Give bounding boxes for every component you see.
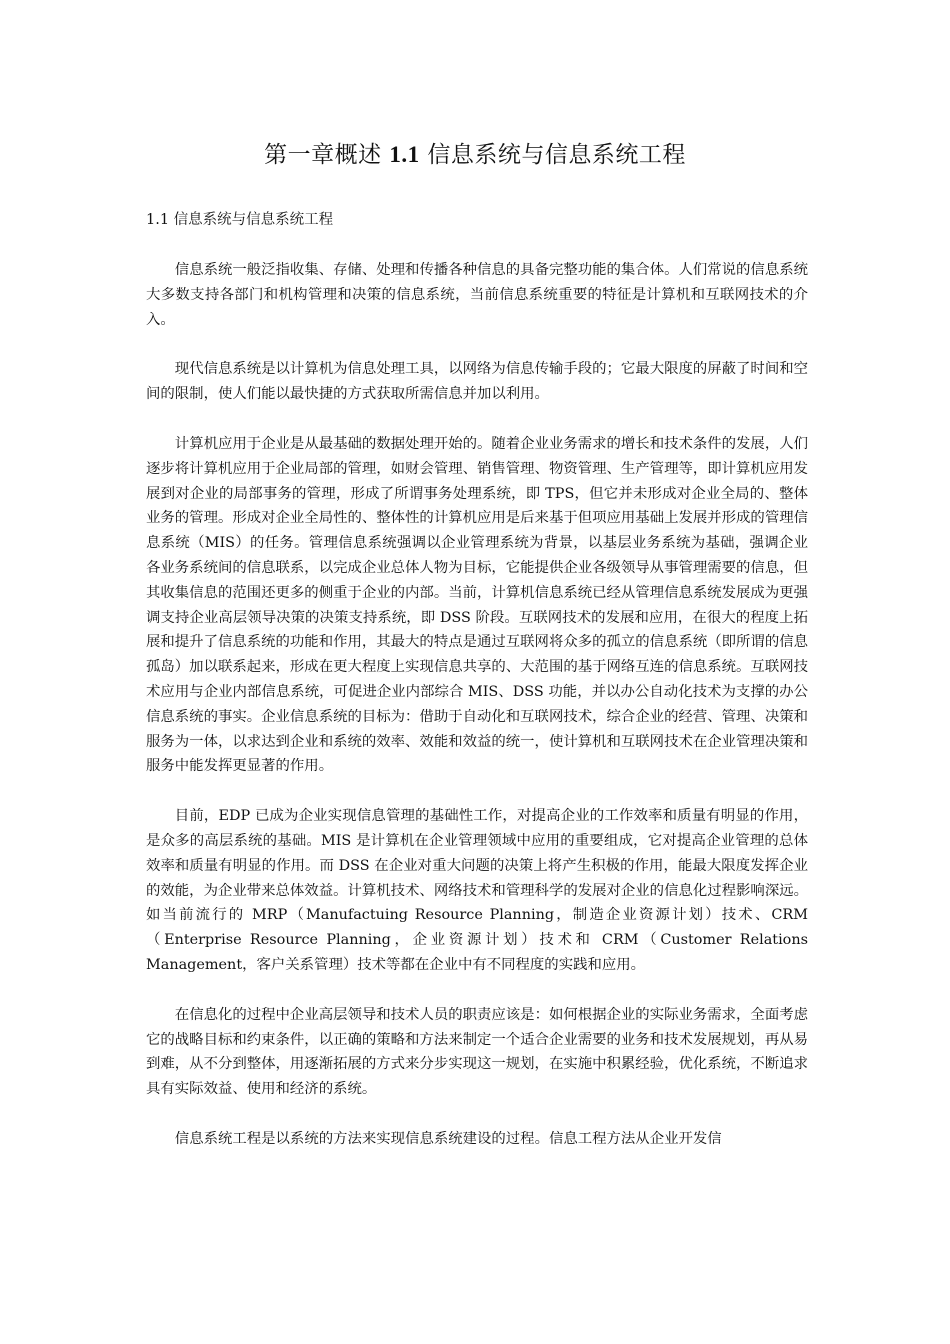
paragraph: 在信息化的过程中企业高层领导和技术人员的职责应该是：如何根据企业的实际业务需求，全面考虑它的战略目标和约束条件，以正确的策略和方法来制定一个适合企业需要的业务和技术发展规划，再从易到难，从不分到整体，用逐渐拓展的方式来分步实现这一规划，在实施中积累经验，优化系统，不断追求具有实际效益、使用和经济的系统。 (146, 1006, 808, 1098)
paragraph: 现代信息系统是以计算机为信息处理工具，以网络为信息传输手段的；它最大限度的屏蔽了时间和空间的限制，使人们能以最快捷的方式获取所需信息并加以利用。 (146, 361, 808, 403)
title-suffix: 信息系统与信息系统工程 (419, 142, 686, 168)
paragraph: 计算机应用于企业是从最基础的数据处理开始的。随着企业业务需求的增长和技术条件的发展，人们逐步将计算机应用于企业局部的管理，如财会管理、销售管理、物资管理、生产管理等，即计算机应用发展到对企业的局部事务的管理，形成了所谓事务处理系统，即 TPS，但它并未形成对企业全局的、整体业务的管理。形成对企业全局性的、整体性的计算机应用是后来基于但项应用基础上发展并形成的管理信息系统（MIS）的任务。管理信息系统强调以企业管理系统为背景，以基层业务系统为基础，强调企业各业务系统间的信息联系，以完成企业总体人物为目标，它能提供企业各级领导从事管理需要的信息，但其收集信息的范围还更多的侧重于企业的内部。当前，计算机信息系统已经从管理信息系统发展成为更强调支持企业高层领导决策的决策支持系统，即 DSS 阶段。互联网技术的发展和应用，在很大的程度上拓展和提升了信息系统的功能和作用，其最大的特点是通过互联网将众多的孤立的信息系统（即所谓的信息孤岛）加以联系起来，形成在更大程度上实现信息共享的、大范围的基于网络互连的信息系统。互联网技术应用与企业内部信息系统，可促进企业内部综合 MIS、DSS 功能，并以办公自动化技术为支撑的办公信息系统的事实。企业信息系统的目标为：借助于自动化和互联网技术，综合企业的经营、管理、决策和服务为一体，以求达到企业和系统的效率、效能和效益的统一，使计算机和互联网技术在企业管理决策和服务中能发挥更显著的作用。 (146, 435, 808, 775)
title-number: 1.1 (389, 142, 420, 167)
paragraph: 信息系统工程是以系统的方法来实现信息系统建设的过程。信息工程方法从企业开发信 (174, 1130, 722, 1147)
section-heading: 1.1 信息系统与信息系统工程 (146, 212, 334, 228)
paragraph: 信息系统一般泛指收集、存储、处理和传播各种信息的具备完整功能的集合体。人们常说的信息系统大多数支持各部门和机构管理和决策的信息系统，当前信息系统重要的特征是计算机和互联网技术的介入。 (146, 262, 808, 328)
page-title (0, 138, 950, 172)
paragraph: 目前，EDP 已成为企业实现信息管理的基础性工作，对提高企业的工作效率和质量有明显的作用，是众多的高层系统的基础。MIS 是计算机在企业管理领域中应用的重要组成，它对提高企业管理的总体效率和质量有明显的作用。而 DSS 在企业对重大问题的决策上将产生积极的作用，能最大限度发挥企业的效能，为企业带来总体效益。计算机技术、网络技术和管理科学的发展对企业的信息化过程影响深远。如当前流行的 MRP（Manufactuing Resource Planning，制造企业资源计划）技术、CRM（Enterprise Resource Planning，企业资源计划）技术和 CRM（Customer Relations Management，客户关系管理）技术等都在企业中有不同程度的实践和应用。 (146, 808, 808, 973)
document-body (146, 258, 808, 1177)
title-prefix: 第一章概述 (264, 142, 390, 168)
